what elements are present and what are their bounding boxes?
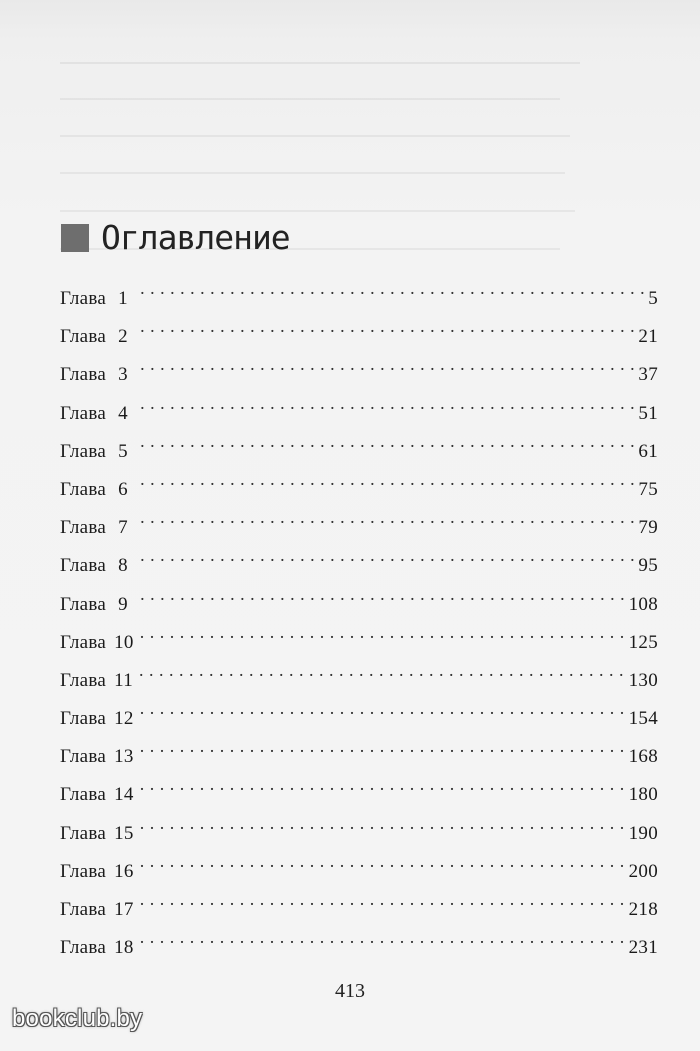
chapter-label: [60, 815, 134, 853]
chapter-number: 1: [118, 288, 128, 309]
toc-entry: [60, 395, 658, 433]
chapter-word: Глава: [60, 364, 107, 386]
chapter-page-number: 51: [638, 402, 658, 424]
chapter-label: [60, 624, 134, 662]
toc-entry: [60, 624, 658, 662]
chapter-number: 16: [114, 860, 134, 882]
chapter-page-number: 95: [638, 555, 658, 577]
chapter-label: [60, 776, 134, 814]
chapter-page-number: 61: [638, 440, 658, 462]
chapter-number: 10: [114, 631, 134, 653]
chapter-word: Глава: [60, 288, 107, 309]
chapter-page-number: 108: [628, 593, 658, 615]
chapter-word: Глава: [60, 669, 107, 691]
chapter-page-number: 200: [628, 860, 658, 882]
toc-entry: [60, 318, 658, 356]
chapter-word: Глава: [60, 478, 107, 500]
chapter-label: [60, 700, 134, 738]
chapter-page-number: 21: [638, 326, 658, 348]
heading-square-icon: [61, 224, 89, 252]
chapter-page-number: 75: [638, 478, 658, 500]
chapter-label: [60, 738, 134, 776]
chapter-number: 3: [118, 364, 128, 386]
toc-entry: [60, 433, 658, 471]
chapter-label: [60, 853, 134, 891]
chapter-word: Глава: [60, 326, 107, 348]
dot-leader: [140, 551, 634, 571]
chapter-page-number: 79: [638, 517, 658, 539]
dot-leader: [140, 895, 625, 915]
page-title: Оглавление: [101, 218, 290, 257]
chapter-word: Глава: [60, 402, 107, 424]
chapter-label: [60, 471, 134, 509]
chapter-label: [60, 586, 134, 624]
dot-leader: [140, 857, 625, 877]
chapter-page-number: 154: [628, 708, 658, 730]
page-number: 413: [335, 980, 365, 1002]
toc-entry: [60, 471, 658, 509]
chapter-label: [60, 891, 134, 929]
chapter-page-number: 130: [628, 669, 658, 691]
dot-leader: [140, 399, 634, 419]
toc-entry: [60, 700, 658, 738]
chapter-page-number: 168: [628, 746, 658, 768]
chapter-number: 7: [118, 517, 128, 539]
chapter-number: 2: [118, 326, 128, 348]
chapter-number: 11: [114, 669, 134, 691]
chapter-number: 13: [114, 746, 134, 768]
dot-leader: [140, 628, 625, 648]
toc-entry: [60, 509, 658, 547]
chapter-number: 6: [118, 478, 128, 500]
dot-leader: [140, 780, 625, 800]
dot-leader: [140, 742, 625, 762]
dot-leader: [140, 513, 634, 533]
toc-entry: [60, 738, 658, 776]
chapter-page-number: 125: [628, 631, 658, 653]
chapter-word: Глава: [60, 593, 107, 615]
chapter-label: [60, 662, 133, 700]
chapter-word: Глава: [60, 631, 107, 653]
toc-heading: [61, 214, 290, 262]
chapter-word: Глава: [60, 899, 107, 920]
chapter-word: Глава: [60, 860, 107, 882]
chapter-page-number: 180: [628, 784, 658, 806]
dot-leader: [140, 437, 634, 457]
dot-leader: [140, 475, 634, 495]
dot-leader: [140, 322, 634, 342]
dot-leader: [140, 933, 625, 953]
chapter-page-number: 190: [628, 822, 658, 844]
chapter-label: [60, 280, 134, 318]
dot-leader: [140, 284, 644, 304]
chapter-number: 5: [118, 440, 128, 462]
chapter-word: Глава: [60, 440, 107, 462]
chapter-number: 18: [114, 937, 134, 959]
toc-entry: [60, 547, 658, 585]
toc-entry: [60, 853, 658, 891]
chapter-number: 4: [118, 402, 128, 424]
dot-leader: [140, 819, 625, 839]
toc-entry: [60, 662, 658, 700]
chapter-label: [60, 356, 134, 394]
chapter-page-number: 5: [648, 288, 658, 309]
chapter-label: [60, 433, 134, 471]
chapter-label: [60, 547, 134, 585]
chapter-word: Глава: [60, 746, 107, 768]
dot-leader: [140, 590, 624, 610]
chapter-word: Глава: [60, 708, 107, 730]
chapter-number: 12: [114, 708, 134, 730]
chapter-label: [60, 509, 134, 547]
chapter-word: Глава: [60, 937, 107, 959]
toc-entry: [60, 929, 658, 967]
dot-leader: [139, 666, 625, 686]
chapter-label: [60, 929, 134, 967]
watermark: bookclub.by: [12, 1005, 143, 1032]
chapter-word: Глава: [60, 822, 107, 844]
chapter-page-number: 218: [628, 899, 658, 920]
dot-leader: [140, 704, 625, 724]
toc-entry: [60, 815, 658, 853]
toc-entry: [60, 776, 658, 814]
chapter-label: [60, 395, 134, 433]
chapter-number: 15: [114, 822, 134, 844]
chapter-number: 8: [118, 555, 128, 577]
chapter-number: 9: [118, 593, 128, 615]
chapter-number: 17: [114, 899, 134, 920]
toc-entry: [60, 586, 658, 624]
table-of-contents: [60, 280, 658, 967]
chapter-word: Глава: [60, 517, 107, 539]
toc-entry: [60, 280, 658, 318]
chapter-label: [60, 318, 134, 356]
chapter-number: 14: [114, 784, 134, 806]
chapter-page-number: 37: [638, 364, 658, 386]
chapter-word: Глава: [60, 555, 107, 577]
chapter-page-number: 231: [628, 937, 658, 959]
dot-leader: [140, 360, 634, 380]
toc-entry: [60, 356, 658, 394]
chapter-word: Глава: [60, 784, 107, 806]
toc-entry: [60, 891, 658, 929]
